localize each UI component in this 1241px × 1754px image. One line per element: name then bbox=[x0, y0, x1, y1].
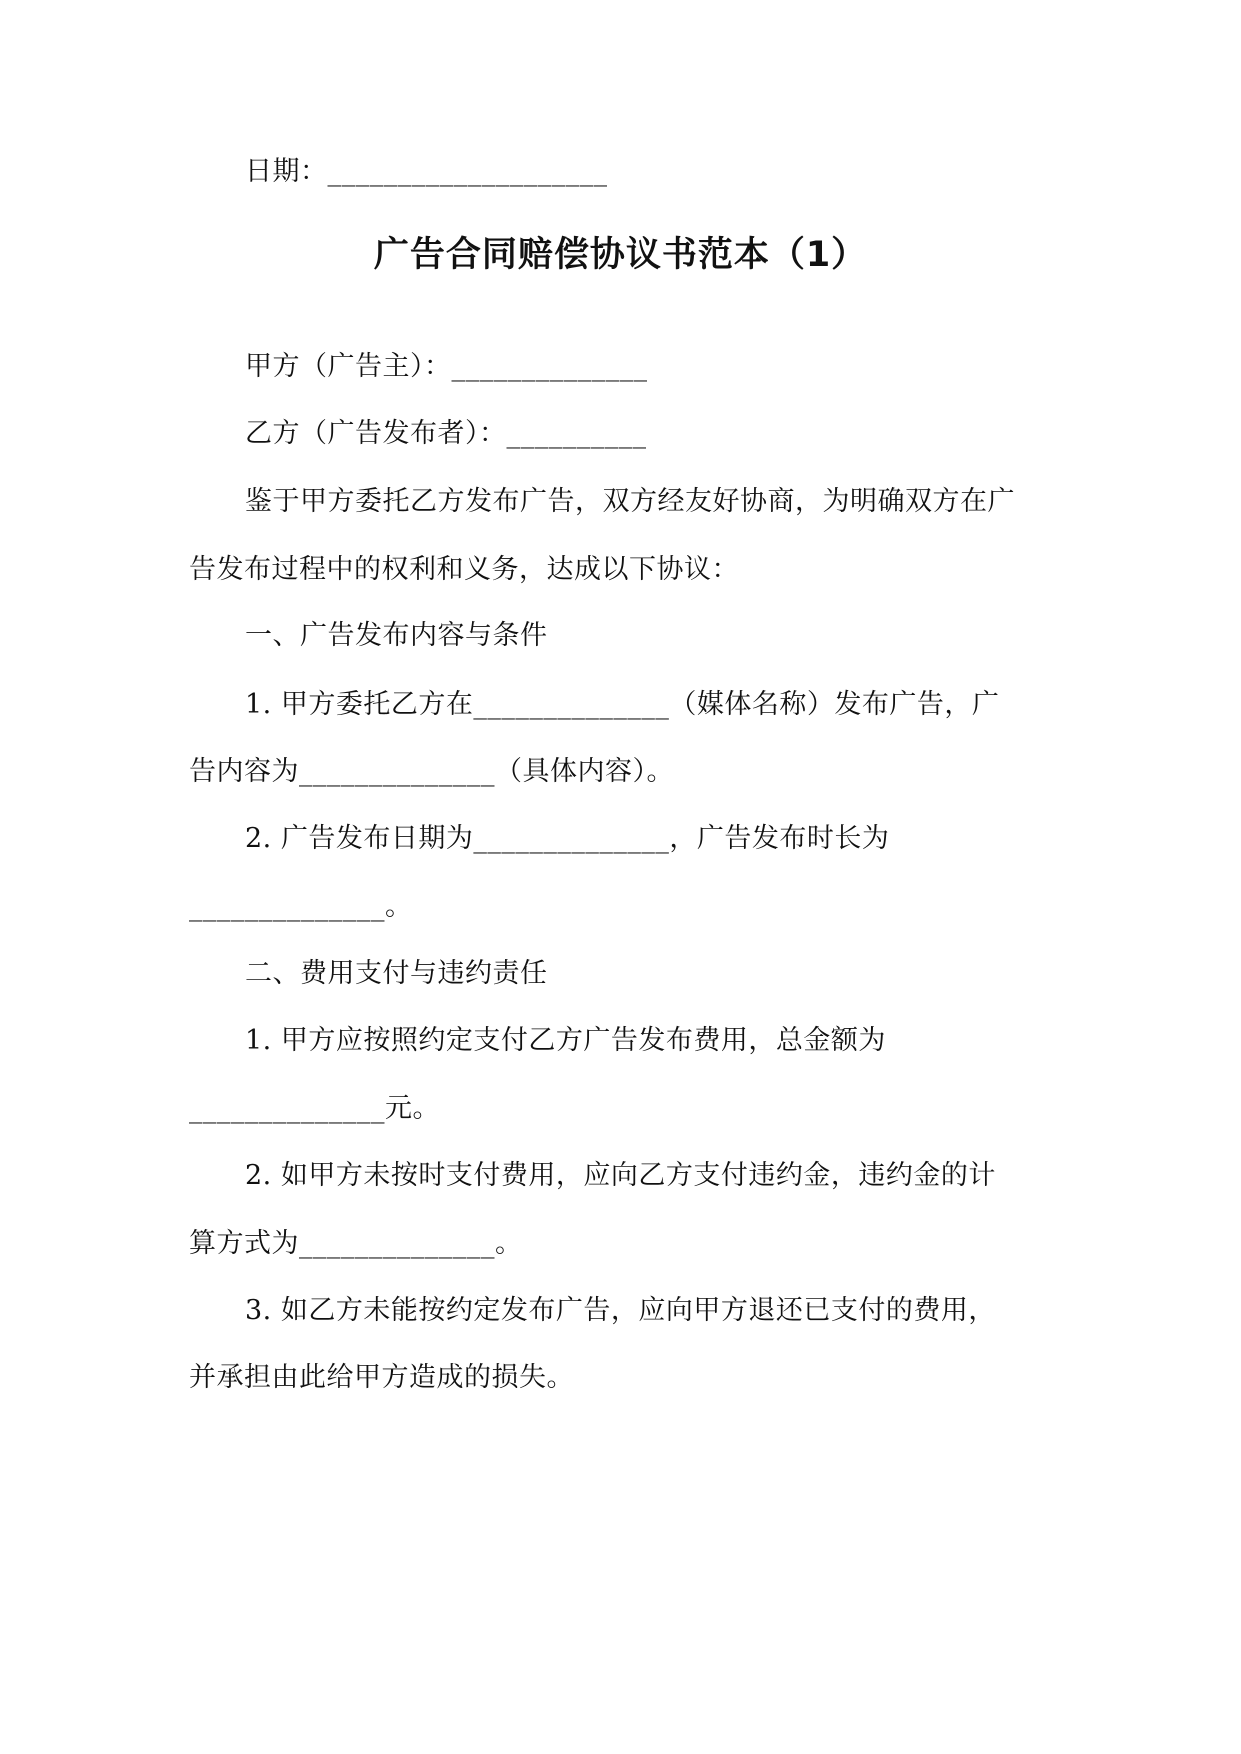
preamble-line-2: 告发布过程中的权利和义务，达成以下协议： bbox=[189, 554, 739, 585]
section1-item2-line2: ______________。 bbox=[189, 891, 413, 922]
section2-item3-line2: 并承担由此给甲方造成的损失。 bbox=[189, 1362, 574, 1393]
section1-item2-line1: 2. 广告发布日期为______________，广告发布时长为 bbox=[245, 823, 890, 854]
section2-item2-line2: 算方式为______________。 bbox=[189, 1228, 523, 1259]
date-line: 日期：____________________ bbox=[245, 156, 608, 187]
section2-item1-line2: ______________元。 bbox=[189, 1093, 440, 1124]
party-b-line: 乙方（广告发布者）：__________ bbox=[245, 418, 647, 449]
document-title: 广告合同赔偿协议书范本（1） bbox=[373, 235, 868, 275]
section2-item1-line1: 1. 甲方应按照约定支付乙方广告发布费用，总金额为 bbox=[245, 1025, 886, 1056]
section1-heading: 一、广告发布内容与条件 bbox=[245, 620, 548, 651]
preamble-line-1: 鉴于甲方委托乙方发布广告，双方经友好协商，为明确双方在广 bbox=[245, 486, 1015, 517]
party-a-line: 甲方（广告主）：______________ bbox=[245, 351, 648, 382]
section2-item3-line1: 3. 如乙方未能按约定发布广告，应向甲方退还已支付的费用， bbox=[245, 1295, 996, 1326]
section1-item1-line2: 告内容为______________（具体内容）。 bbox=[189, 756, 674, 787]
section1-item1-line1: 1. 甲方委托乙方在______________（媒体名称）发布广告，广 bbox=[245, 689, 1000, 720]
section2-item2-line1: 2. 如甲方未按时支付费用，应向乙方支付违约金，违约金的计 bbox=[245, 1160, 996, 1191]
section2-heading: 二、费用支付与违约责任 bbox=[245, 958, 548, 989]
